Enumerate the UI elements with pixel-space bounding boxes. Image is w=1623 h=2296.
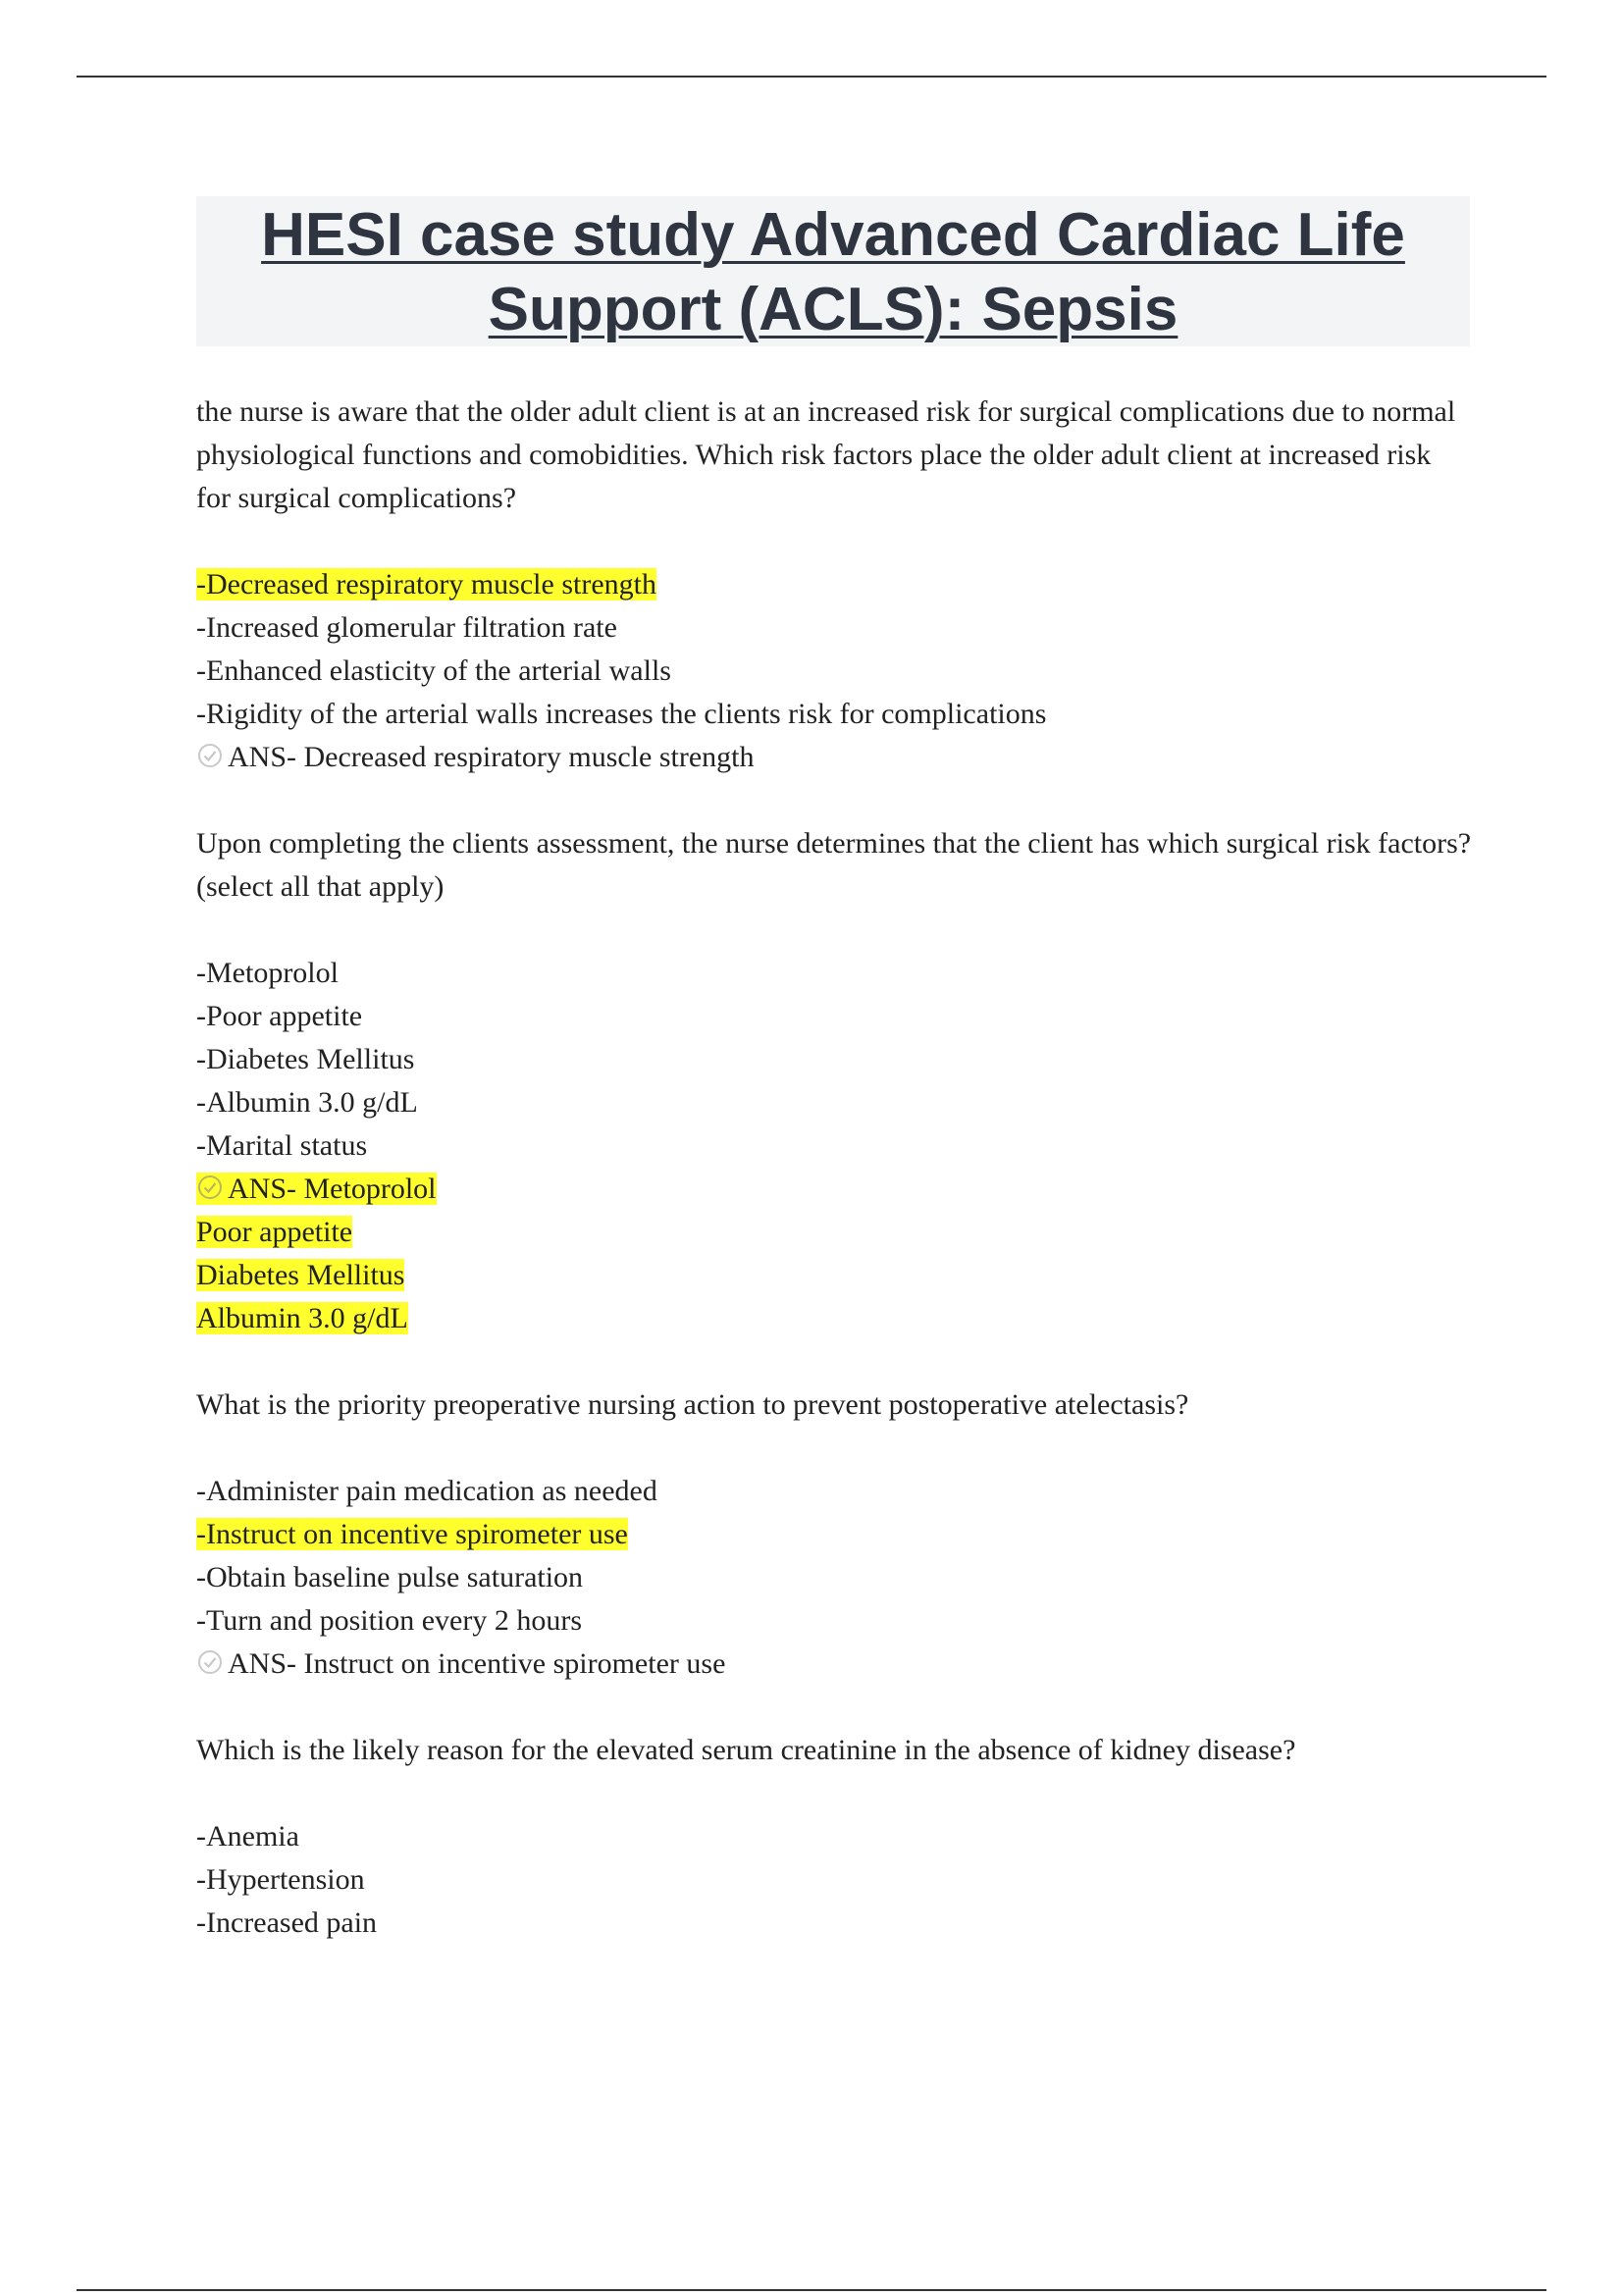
document-body xyxy=(196,391,1472,1945)
option: -Increased glomerular filtration rate xyxy=(196,611,617,644)
title-banner xyxy=(196,196,1470,346)
option: -Rigidity of the arterial walls increases the clients risk for complications xyxy=(196,698,1047,730)
option: -Albumin 3.0 g/dL xyxy=(196,1086,418,1119)
answer-line xyxy=(196,1643,1472,1686)
question-prompt: What is the priority preoperative nursing action to prevent postoperative atelectasis? xyxy=(196,1388,1189,1421)
option-highlighted: -Instruct on incentive spirometer use xyxy=(196,1518,628,1550)
page-title: HESI case study Advanced Cardiac Life Support (ACLS): Sepsis xyxy=(261,201,1405,343)
option: -Enhanced elasticity of the arterial walls xyxy=(196,654,671,687)
option: -Obtain baseline pulse saturation xyxy=(196,1561,584,1593)
option: -Increased pain xyxy=(196,1906,378,1939)
option-highlighted: -Decreased respiratory muscle strength xyxy=(196,568,656,600)
check-circle-icon xyxy=(196,742,224,769)
top-divider xyxy=(77,76,1546,78)
answer-text: ANS- Decreased respiratory muscle strength xyxy=(228,741,755,773)
option: -Marital status xyxy=(196,1129,368,1162)
question-block xyxy=(196,822,1472,1340)
answer-text: Poor appetite xyxy=(196,1216,353,1248)
option: -Metoprolol xyxy=(196,957,339,989)
option: -Hypertension xyxy=(196,1863,365,1896)
question-prompt: the nurse is aware that the older adult client is at an increased risk for surgical complications due to normal physiological functions and comobidities. Which risk factors place the older adult client at increased risk for surgical complications? xyxy=(196,395,1456,514)
question-block xyxy=(196,391,1472,779)
answer-text: Diabetes Mellitus xyxy=(196,1259,405,1291)
option: -Poor appetite xyxy=(196,1000,363,1032)
check-circle-icon xyxy=(196,1648,224,1676)
option: -Turn and position every 2 hours xyxy=(196,1604,583,1637)
check-circle-icon xyxy=(196,1174,224,1201)
bottom-divider xyxy=(77,2289,1546,2291)
question-block xyxy=(196,1383,1472,1686)
answer-text: ANS- Instruct on incentive spirometer use xyxy=(228,1647,726,1680)
option: -Diabetes Mellitus xyxy=(196,1043,415,1075)
question-block xyxy=(196,1729,1472,1945)
question-prompt: Which is the likely reason for the elevated serum creatinine in the absence of kidney disease? xyxy=(196,1734,1296,1766)
answer-line xyxy=(196,736,1472,779)
option: -Anemia xyxy=(196,1820,299,1852)
option: -Administer pain medication as needed xyxy=(196,1475,657,1507)
answer-text: Albumin 3.0 g/dL xyxy=(196,1302,408,1334)
answer-line xyxy=(196,1168,1472,1211)
answer-text: ANS- Metoprolol xyxy=(228,1173,437,1205)
question-prompt: Upon completing the clients assessment, the nurse determines that the client has which surgical risk factors? (select all that apply) xyxy=(196,827,1472,903)
